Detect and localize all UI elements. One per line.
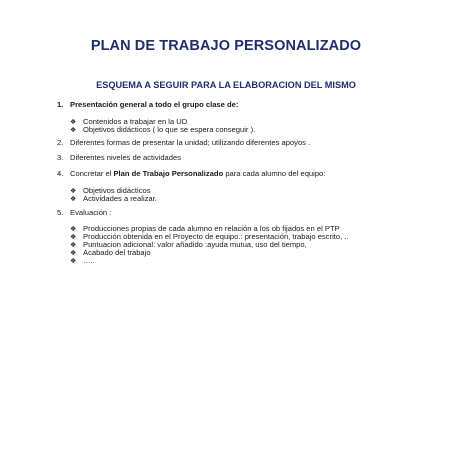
- sub-item-text: Producción obtenida en el Proyecto de equipo.: presentación, trabajo escrito, ..: [83, 232, 349, 241]
- diamond-bullet-icon: ❖: [70, 196, 77, 203]
- diamond-bullet-icon: ❖: [70, 258, 77, 265]
- item-text-bold: Plan de Trabajo Personalizado: [113, 169, 224, 178]
- sub-item-text: Acabado del trabajo: [83, 248, 151, 257]
- list-item-1: [57, 100, 238, 110]
- sub-item-text: Puntuacion adicional: valor añadido :ayuda mutua, uso del tiempo,: [83, 240, 307, 249]
- item-number: 2.: [57, 138, 64, 147]
- sub-item-text: Contenidos a trabajar en la UD: [83, 117, 188, 126]
- item-text-prefix: Concretar el: [70, 169, 114, 178]
- item-number: 3.: [57, 153, 64, 162]
- sub-item-text: Objetivos didácticos: [83, 186, 151, 195]
- item-number: 1.: [57, 100, 64, 109]
- item-text: Evaluación :: [70, 208, 112, 217]
- sub-item: [70, 125, 255, 136]
- diamond-bullet-icon: ❖: [70, 250, 77, 257]
- item-number: 5.: [57, 208, 64, 217]
- list-item-3: [57, 153, 181, 163]
- item-text: Diferentes niveles de actividades: [70, 153, 182, 162]
- sub-item-text: Actividades a realizar.: [83, 194, 157, 203]
- item-text: Diferentes formas de presentar la unidad; utilizando diferentes apoyos .: [70, 138, 311, 147]
- diamond-bullet-icon: ❖: [70, 234, 77, 241]
- item-text: Presentación general a todo el grupo clase de:: [70, 100, 239, 109]
- diamond-bullet-icon: ❖: [70, 188, 77, 195]
- list-item-2: [57, 138, 310, 148]
- list-item-5: [57, 208, 111, 218]
- sub-item: [70, 194, 157, 205]
- diamond-bullet-icon: ❖: [70, 226, 77, 233]
- document-subtitle: ESQUEMA A SEGUIR PARA LA ELABORACION DEL MISMO: [96, 80, 356, 90]
- item-text-suffix: para cada alumno del equipo:: [223, 169, 326, 178]
- diamond-bullet-icon: ❖: [70, 127, 77, 134]
- sub-item-text: Objetivos didácticos ( lo que se espera conseguir ).: [83, 125, 256, 134]
- item-number: 4.: [57, 169, 64, 178]
- sub-item-text: Producciones propias de cada alumno en relación a los ob fijados en el PTP: [83, 224, 340, 233]
- list-item-4: [57, 169, 325, 179]
- sub-item-text: …..: [83, 256, 95, 265]
- diamond-bullet-icon: ❖: [70, 119, 77, 126]
- document-title: PLAN DE TRABAJO PERSONALIZADO: [90, 38, 362, 54]
- sub-item: [70, 256, 95, 267]
- diamond-bullet-icon: ❖: [70, 242, 77, 249]
